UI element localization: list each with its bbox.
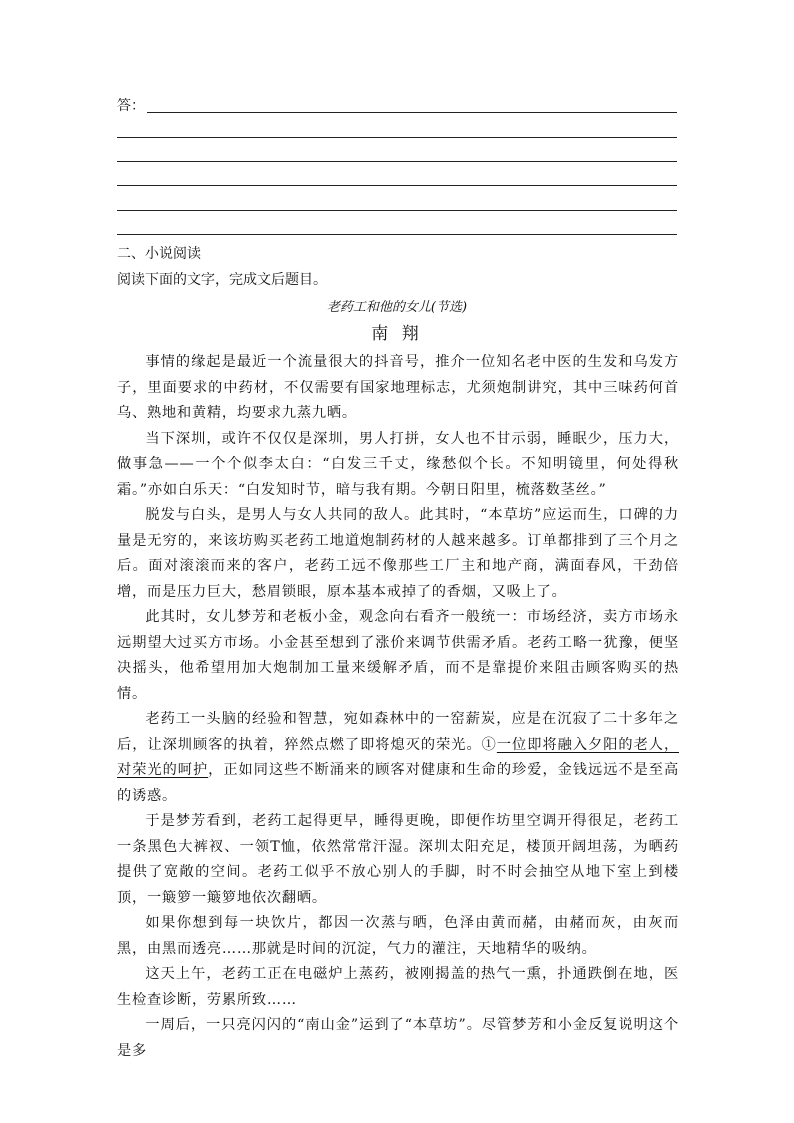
section-title: 二、小说阅读	[117, 246, 201, 262]
answer-line[interactable]	[117, 161, 677, 162]
paragraph: 当下深圳，或许不仅仅是深圳，男人打拼，女人也不甘示弱，睡眠少，压力大，做事急——一个个似李太白：“白发三千丈，缘愁似个长。不知明镜里，何处得秋霜。”亦如白乐天：“白发知时节，暗与我有期。今朝日阳里，梳落数茎丝。”	[117, 430, 679, 498]
story-body	[117, 350, 679, 1064]
paragraph: 脱发与白头，是男人与女人共同的敌人。此其时，“本草坊”应运而生，口碑的力量是无穷的，来该坊购买老药工地道炮制药材的人越来越多。订单都排到了三个月之后。面对滚滚而来的客户，老药工远不像那些工厂主和地产商，满面春风，干劲倍增，而是压力巨大，愁眉锁眼，原本基本戒掉了的香烟，又吸上了。	[117, 507, 679, 600]
answer-line[interactable]	[117, 137, 677, 138]
paragraph: 一周后，一只亮闪闪的“南山金”运到了“本草坊”。尽管梦芳和小金反复说明这个是多	[117, 1017, 679, 1059]
paragraph: 如果你想到每一块饮片，都因一次蒸与晒，色泽由黄而赭，由赭而灰，由灰而黑，由黑而透亮……那就是时间的沉淀，气力的灌注，天地精华的吸纳。	[117, 915, 679, 957]
answer-line[interactable]	[117, 234, 677, 235]
paragraph-text: ，正如同这些不断涌来的顾客对健康和生命的珍爱，金钱远远不是至高的诱惑。	[117, 762, 679, 804]
answer-line[interactable]	[117, 210, 677, 211]
answer-line[interactable]	[117, 185, 677, 186]
reading-instruction: 阅读下面的文字，完成文后题目。	[117, 272, 327, 288]
answer-label: 答：	[117, 98, 145, 114]
paragraph: 此其时，女儿梦芳和老板小金，观念向右看齐一般统一：市场经济，卖方市场永远期望大过买方市场。小金甚至想到了涨价来调节供需矛盾。老药工略一犹豫，便坚决摇头，他希望用加大炮制加工量来缓解矛盾，而不是靠提价来阻击顾客购买的热情。	[117, 609, 679, 702]
paragraph-text: 老药工一头脑的经验和智慧，宛如森林中的一窑薪炭，应是在沉寂了二十多年之后，让深圳顾客的执着，猝然点燃了即将熄灭的荣光。①	[117, 711, 679, 753]
story-title: 老药工和他的女儿(节选)	[326, 300, 468, 315]
paragraph: 于是梦芳看到，老药工起得更早，睡得更晚，即便作坊里空调开得很足，老药工一条黑色大裤衩、一领T恤，依然常常汗湿。深圳太阳充足，楼顶开阔坦荡，为晒药提供了宽敞的空间。老药工似乎不放心别人的手脚，时不时会抽空从地下室上到楼顶，一簸箩一簸箩地依次翻晒。	[117, 813, 679, 906]
answer-line[interactable]	[147, 112, 677, 113]
underlined-sentence-1: 一位即将融入夕阳的老人，对荣光的呵护	[117, 736, 679, 778]
paragraph: 这天上午，老药工正在电磁炉上蒸药，被刚揭盖的热气一熏，扑通跌倒在地，医生检查诊断，劳累所致……	[117, 966, 679, 1008]
paragraph-with-marked-sentence	[117, 707, 679, 809]
paragraph: 事情的缘起是最近一个流量很大的抖音号，推介一位知名老中医的生发和乌发方子，里面要求的中药材，不仅需要有国家地理标志，尤须炮制讲究，其中三味药何首乌、熟地和黄精，均要求九蒸九晒。	[117, 354, 679, 421]
story-author: 南 翔	[371, 324, 423, 344]
